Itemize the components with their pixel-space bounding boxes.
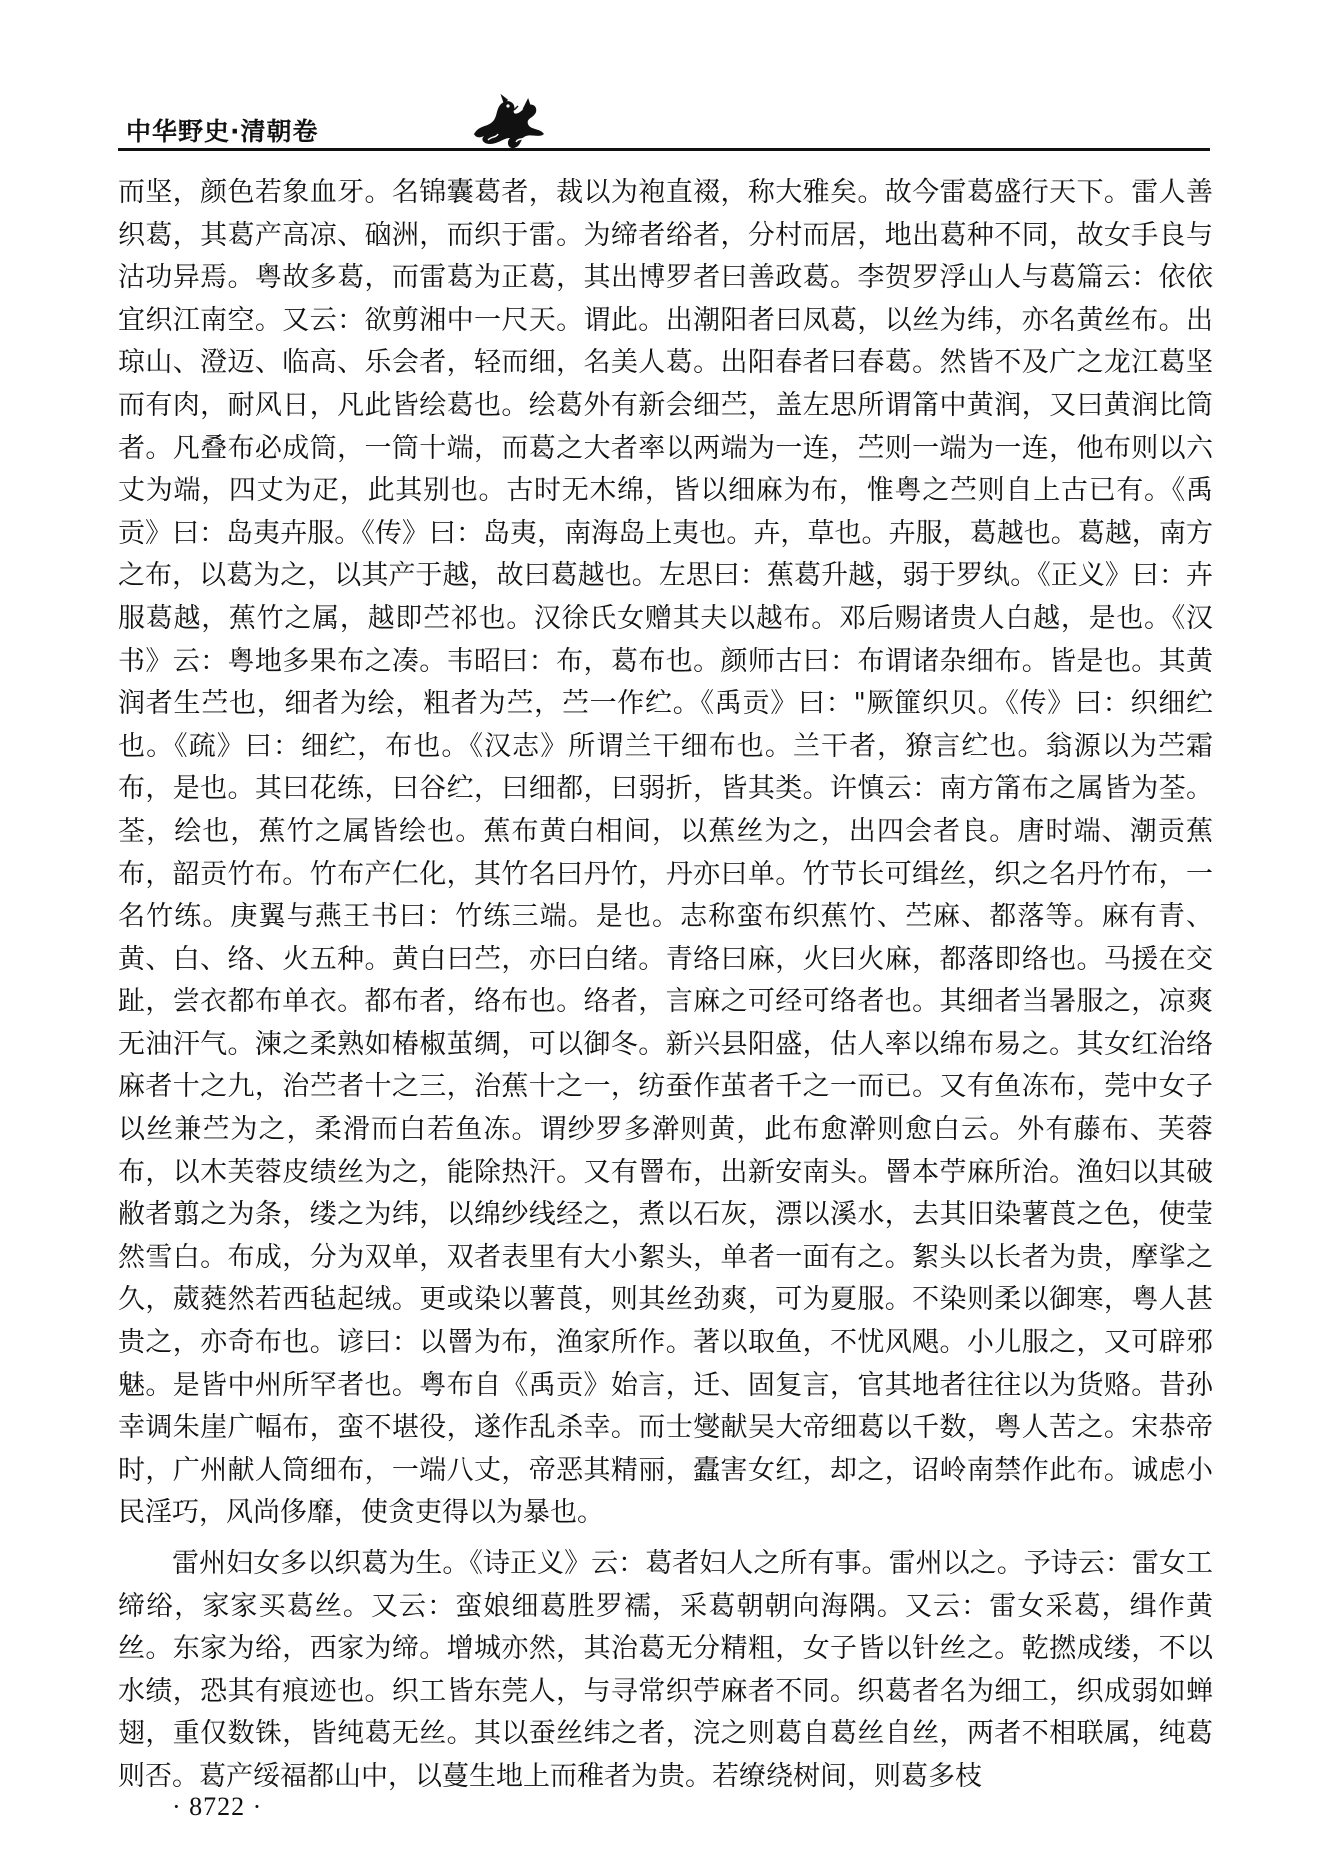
page-header <box>118 90 1208 160</box>
paragraph: 雷州妇女多以织葛为生。《诗正义》云：葛者妇人之所有事。雷州以之。予诗云：雷女工缔绤，家家买葛丝。又云：蛮娘细葛胜罗襦，采葛朝朝向海隅。又云：雷女采葛，缉作黄丝。东家为绤，西家为缔。增城亦然，其治葛无分精粗，女子皆以针丝之。乾撚成缕，不以水绩，恐其有痕迹也。织工皆东莞人，与寻常织苧麻者不同。织葛者名为细工，织成弱如蝉翅，重仅数铢，皆纯葛无丝。其以蚕丝纬之者，浣之则葛自葛丝自丝，两者不相联属，纯葛则否。葛产绥福都山中，以蔓生地上而稚者为贵。若缭绕树间，则葛多枝 <box>118 1548 1213 1792</box>
book-title: 中华野史·清朝卷 <box>126 117 319 146</box>
paragraph-continued: 而坚，颜色若象血牙。名锦囊葛者，裁以为袍直裰，称大雅矣。故今雷葛盛行天下。雷人善织葛，其葛产高凉、硇洲，而织于雷。为缔者绤者，分村而居，地出葛种不同，故女手良与沽功异焉。粤故多葛，而雷葛为正葛，其出博罗者曰善政葛。李贺罗浮山人与葛篇云：依依宜织江南空。又云：欲剪湘中一尺天。谓此。出潮阳者曰凤葛，以丝为纬，亦名黄丝布。出琼山、澄迈、临高、乐会者，轻而细，名美人葛。出阳春者曰春葛。然皆不及广之龙江葛坚而有肉，耐风日，凡此皆绘葛也。绘葛外有新会细苎，盖左思所谓筩中黄润，又曰黄润比筒者。凡叠布必成筒，一筒十端，而葛之大者率以两端为一连，苎则一端为一连，他布则以六丈为端，四丈为疋，此其别也。古时无木绵，皆以细麻为布，惟粤之苎则自上古已有。《禹贡》曰：岛夷卉服。《传》曰：岛夷，南海岛上夷也。卉，草也。卉服，葛越也。葛越，南方之布，以葛为之，以其产于越，故曰葛越也。左思曰：蕉葛升越，弱于罗纨。《正义》曰：卉服葛越，蕉竹之属，越即苎祁也。汉徐氏女赠其夫以越布。邓后赐诸贵人白越，是也。《汉书》云：粤地多果布之凑。韦昭曰：布，葛布也。颜师古曰：布谓诸杂细布。皆是也。其黄润者生苎也，细者为绘，粗者为苎，苎一作纻。《禹贡》曰："厥篚织贝。《传》曰：织细纻也。《疏》曰：细纻，布也。《汉志》所谓兰干细布也。兰干者，獠言纻也。翁源以为苎霜布，是也。其曰花练，曰谷纻，曰细都，曰弱折，皆其类。许慎云：南方筩布之属皆为荃。荃，绘也，蕉竹之属皆绘也。蕉布黄白相间，以蕉丝为之，出四会者良。唐时端、潮贡蕉布，韶贡竹布。竹布产仁化，其竹名曰丹竹，丹亦曰单。竹节长可缉丝，织之名丹竹布，一名竹练。庚翼与燕王书曰：竹练三端。是也。志称蛮布织蕉竹、苎麻、都落等。麻有青、黄、白、络、火五种。黄白曰苎，亦曰白绪。青络曰麻，火曰火麻，都落即络也。马援在交趾，尝衣都布单衣。都布者，络布也。络者，言麻之可经可络者也。其细者当暑服之，凉爽无油汗气。湅之柔熟如椿椒茧绸，可以御冬。新兴县阳盛，估人率以绵布易之。其女红治络麻者十之九，治苎者十之三，治蕉十之一，纺蚕作茧者千之一而已。又有鱼冻布，莞中女子以丝兼苎为之，柔滑而白若鱼冻。谓纱罗多澣则黄，此布愈澣则愈白云。外有藤布、芙蓉布，以木芙蓉皮绩丝为之，能除热汗。又有罾布，出新安南头。罾本苧麻所治。渔妇以其破敝者翦之为条，缕之为纬，以绵纱线经之，煮以石灰，漂以溪水，去其旧染薯莨之色，使莹然雪白。布成，分为双单，双者表里有大小絮头，单者一面有之。絮头以长者为贵，摩挲之久，葳蕤然若西毡起绒。更或染以薯莨，则其丝劲爽，可为夏服。不染则柔以御寒，粤人甚贵之，亦奇布也。谚曰：以罾为布，渔家所作。著以取鱼，不忧风飓。小儿服之，又可辟邪魅。是皆中州所罕者也。粤布自《禹贡》始言，迁、固复言，官其地者往往以为货赂。昔孙幸调朱崖广幅布，蛮不堪役，遂作乱杀幸。而士燮献吴大帝细葛以千数，粤人苦之。宋恭帝时，广州献人筒细布，一端八丈，帝恶其精丽，蠹害女红，却之，诏岭南禁作此布。诚虑小民淫巧，风尚侈靡，使贪吏得以为暴也。 <box>118 177 1213 1529</box>
header-rule <box>118 148 1210 151</box>
page-number: · 8722 · <box>172 1792 263 1821</box>
dragon-logo-icon <box>468 94 550 152</box>
body-text <box>118 172 1213 1799</box>
